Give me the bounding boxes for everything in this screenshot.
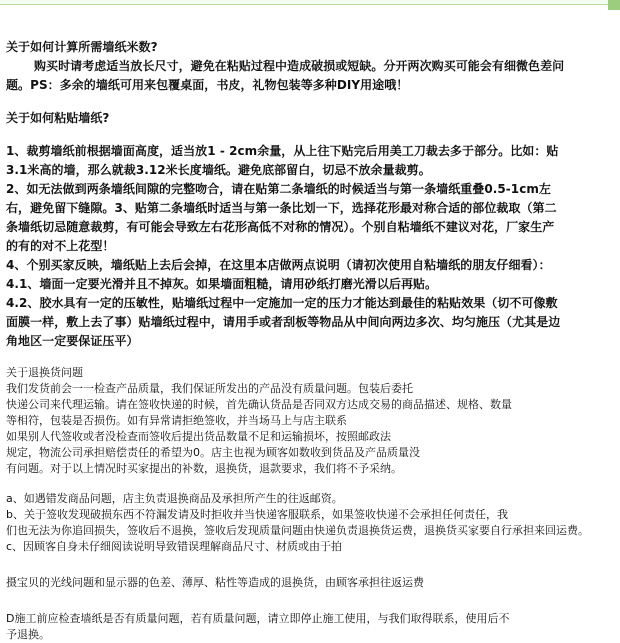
paragraph-line: 规定，物流公司承担赔偿责任的希望为0。店主也视为顾客如数收到货品及产品质量没 — [6, 446, 420, 459]
list-item: c、因顾客自身未仔细阅读说明导致错误理解商品尺寸、材质或由于拍 — [6, 540, 343, 553]
paragraph-line: 的有的对不上花型！ — [6, 239, 115, 253]
list-item: b、关于签收发现破损东西不符漏发请及时拒收并当快递客服联系，如果签收快递不会承担任何责任，我 — [6, 508, 508, 521]
paragraph-line: 角地区一定要保证压平） — [6, 334, 139, 348]
paragraph-line: 1、裁剪墙纸前根据墙面高度，适当放1 - 2cm余量，从上往下贴完后用美工刀裁去多于部分。比如：贴 — [6, 144, 559, 158]
section-title-returns: 关于退换货问题 — [6, 366, 83, 379]
document-body — [6, 38, 610, 643]
paragraph-line: 面膜一样，敷上去了事）贴墙纸过程中，请用手或者刮板等物品从中间向两边多次、均匀施压（尤其是边 — [6, 315, 561, 329]
paragraph-line: 有问题。对于以上情况时买家提出的补数，退换货，退款要求，我们将不予采纳。 — [6, 462, 402, 475]
paragraph-line: 2、如无法做到两条墙纸间隙的完整吻合，请在贴第二条墙纸的时候适当与第一条墙纸重叠0.5-1cm左 — [6, 182, 551, 196]
list-item: a、如遇错发商品问题，店主负责退换商品及承担所产生的往返邮资。 — [6, 492, 343, 505]
paragraph-line: 购买时请考虑适当放长尺寸，避免在粘贴过程中造成破损或短缺。分开两次购买可能会有细微色差问 — [34, 59, 565, 73]
paragraph-line: 4.1、墙面一定要光滑并且不掉灰。如果墙面粗糙，请用砂纸打磨光滑以后再贴。 — [6, 277, 438, 291]
paragraph-line: 题。PS：多余的墙纸可用来包覆桌面，书皮，礼物包装等多种DIY用途哦！ — [6, 78, 409, 92]
section-title-wallpaper-quantity: 关于如何计算所需墙纸米数? — [6, 40, 158, 54]
list-item: 们也无法为你追回损失，签收后不退换，签收后发现质量问题由快递负责退换货运费，退换货买家要自行承担来回运费。 — [6, 524, 589, 537]
paragraph-line: 3.1米高的墙，那么就裁3.12米长度墙纸。避免底部留白，切忌不放余量裁剪。 — [6, 163, 431, 177]
section-title-how-to-apply: 关于如何粘贴墙纸? — [6, 111, 110, 125]
paragraph-line: 4.2、胶水具有一定的压敏性，贴墙纸过程中一定施加一定的压力才能达到最佳的粘贴效果（切不可像敷 — [6, 296, 558, 310]
paragraph-line: 我们发货前会一一检查产品质量，我们保证所发出的产品没有质量问题。包装后委托 — [6, 382, 413, 395]
paragraph-line: 等相符，包装是否损伤。如有异常请拒绝签收，并当场马上与店主联系 — [6, 414, 347, 427]
paragraph-line: 快递公司来代理运输。请在签收快递的时候，首先确认货品是否同双方达成交易的商品描述、规格、数量 — [6, 398, 512, 411]
paragraph-line: 摄宝贝的光线问题和显示器的色差、薄厚、粘性等造成的退换货，由顾客承担往返运费 — [6, 576, 424, 589]
paragraph-line: D施工前应检查墙纸是否有质量问题，若有质量问题，请立即停止施工使用，与我们取得联系，使用后不 — [6, 612, 510, 625]
paragraph-line: 如果别人代签收或者没检查而签收后提出货品数量不足和运输损坏，按照邮政法 — [6, 430, 391, 443]
paragraph-line: 予退换。 — [6, 628, 50, 641]
top-corner-accent — [608, 0, 620, 10]
paragraph-line: 条墙纸切忌随意裁剪，有可能会导致左右花形高低不对称的情况）。个别自粘墙纸不建议对花，厂家生产 — [6, 220, 555, 234]
top-border — [0, 0, 608, 5]
paragraph-line: 4、个别买家反映，墙纸贴上去后会掉，在这里本店做两点说明（请初次使用自粘墙纸的朋友仔细看）： — [6, 258, 551, 272]
paragraph-line: 右，避免留下缝隙。3、贴第二条墙纸时适当与第一条比划一下，选择花形最对称合适的部位裁取（第二 — [6, 201, 557, 215]
